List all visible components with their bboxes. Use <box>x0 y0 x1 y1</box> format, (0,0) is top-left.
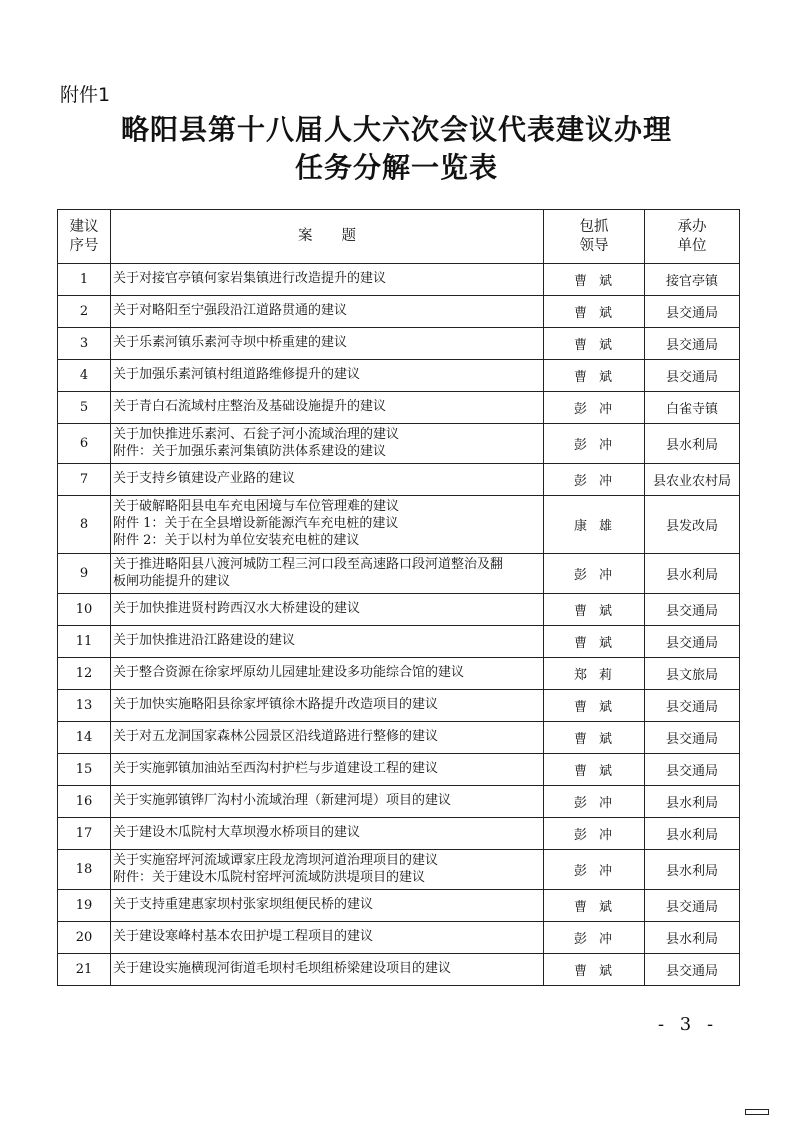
row-number: 10 <box>58 594 111 626</box>
row-unit: 县水利局 <box>645 850 740 890</box>
row-number: 12 <box>58 658 111 690</box>
row-subject <box>111 464 544 496</box>
row-leader: 曹斌 <box>544 328 645 360</box>
row-unit: 白雀寺镇 <box>645 392 740 424</box>
table-row <box>58 360 740 392</box>
row-unit: 县交通局 <box>645 626 740 658</box>
row-leader: 彭冲 <box>544 464 645 496</box>
row-leader: 彭冲 <box>544 554 645 594</box>
row-unit: 县交通局 <box>645 328 740 360</box>
row-unit: 县水利局 <box>645 554 740 594</box>
row-subject <box>111 890 544 922</box>
subject-line: 关于加快推进贤村跨西汉水大桥建设的建议 <box>113 601 361 617</box>
subject-line: 关于加快推进乐素河、石瓮子河小流域治理的建议 <box>113 426 400 442</box>
table-row <box>58 296 740 328</box>
row-leader: 彭冲 <box>544 850 645 890</box>
table-row <box>58 496 740 554</box>
table-row <box>58 890 740 922</box>
subject-line: 关于对略阳至宁强段沿江道路贯通的建议 <box>113 303 348 319</box>
row-leader: 曹斌 <box>544 890 645 922</box>
subject-line: 关于推进略阳县八渡河城防工程三河口段至高速路口段河道整治及翻 <box>113 556 504 572</box>
subject-line: 关于破解略阳县电车充电困境与车位管理难的建议 <box>113 499 400 515</box>
row-unit: 县交通局 <box>645 360 740 392</box>
header-serial-number: 建议 序号 <box>58 210 111 264</box>
row-number: 2 <box>58 296 111 328</box>
corner-mark <box>745 1109 769 1115</box>
subject-line: 关于对五龙洞国家森林公园景区沿线道路进行整修的建议 <box>113 729 439 745</box>
subject-line: 板闸功能提升的建议 <box>113 573 231 589</box>
subject-line: 关于实施郭镇铧厂沟村小流域治理（新建河堤）项目的建议 <box>113 793 452 809</box>
attachment-label: 附件1 <box>60 84 111 106</box>
subject-line: 关于对接官亭镇何家岩集镇进行改造提升的建议 <box>113 271 387 287</box>
table-row <box>58 690 740 722</box>
table-row <box>58 850 740 890</box>
row-subject <box>111 626 544 658</box>
row-subject <box>111 690 544 722</box>
table-row <box>58 754 740 786</box>
header-subject: 案 题 <box>111 210 544 264</box>
table-row <box>58 554 740 594</box>
row-leader: 曹斌 <box>544 722 645 754</box>
subject-line: 关于建设实施横现河街道毛坝村毛坝组桥梁建设项目的建议 <box>113 961 452 977</box>
row-number: 14 <box>58 722 111 754</box>
row-subject <box>111 954 544 986</box>
row-number: 15 <box>58 754 111 786</box>
row-number: 19 <box>58 890 111 922</box>
page-number: - 3 - <box>658 1014 719 1035</box>
row-leader: 郑莉 <box>544 658 645 690</box>
row-unit: 县交通局 <box>645 722 740 754</box>
subject-line: 关于加快实施略阳县徐家坪镇徐木路提升改造项目的建议 <box>113 697 439 713</box>
row-unit: 县交通局 <box>645 690 740 722</box>
row-leader: 曹斌 <box>544 594 645 626</box>
row-unit: 县农业农村局 <box>645 464 740 496</box>
row-subject <box>111 850 544 890</box>
header-unit: 承办 单位 <box>645 210 740 264</box>
row-leader: 曹斌 <box>544 690 645 722</box>
row-number: 13 <box>58 690 111 722</box>
row-unit: 县水利局 <box>645 786 740 818</box>
row-subject <box>111 296 544 328</box>
row-number: 17 <box>58 818 111 850</box>
row-leader: 彭冲 <box>544 786 645 818</box>
table-row <box>58 722 740 754</box>
row-subject <box>111 496 544 554</box>
row-unit: 县交通局 <box>645 890 740 922</box>
subject-line: 关于加强乐素河镇村组道路维修提升的建议 <box>113 367 361 383</box>
table-header-row <box>58 210 740 264</box>
row-leader: 康雄 <box>544 496 645 554</box>
row-subject <box>111 722 544 754</box>
row-number: 7 <box>58 464 111 496</box>
subject-line: 附件 2：关于以村为单位安装充电桩的建议 <box>113 532 360 548</box>
subject-line: 附件 1：关于在全县增设新能源汽车充电桩的建议 <box>113 516 399 532</box>
row-number: 9 <box>58 554 111 594</box>
row-leader: 曹斌 <box>544 360 645 392</box>
table-row <box>58 328 740 360</box>
row-number: 3 <box>58 328 111 360</box>
row-unit: 县交通局 <box>645 954 740 986</box>
row-subject <box>111 554 544 594</box>
row-leader: 曹斌 <box>544 954 645 986</box>
row-number: 4 <box>58 360 111 392</box>
table-row <box>58 424 740 464</box>
row-subject <box>111 392 544 424</box>
table-row <box>58 264 740 296</box>
subject-line: 关于整合资源在徐家坪原幼儿园建址建设多功能综合馆的建议 <box>113 665 465 681</box>
row-leader: 曹斌 <box>544 264 645 296</box>
row-unit: 县发改局 <box>645 496 740 554</box>
row-leader: 曹斌 <box>544 626 645 658</box>
task-table <box>57 209 740 986</box>
table-row <box>58 818 740 850</box>
row-unit: 县水利局 <box>645 922 740 954</box>
subject-line: 关于支持乡镇建设产业路的建议 <box>113 471 296 487</box>
row-subject <box>111 754 544 786</box>
row-unit: 县水利局 <box>645 818 740 850</box>
row-subject <box>111 922 544 954</box>
row-leader: 彭冲 <box>544 818 645 850</box>
row-number: 8 <box>58 496 111 554</box>
row-leader: 彭冲 <box>544 424 645 464</box>
subject-line: 关于实施郭镇加油站至西沟村护栏与步道建设工程的建议 <box>113 761 439 777</box>
row-number: 21 <box>58 954 111 986</box>
row-number: 6 <box>58 424 111 464</box>
table-row <box>58 392 740 424</box>
table-body <box>58 264 740 986</box>
row-subject <box>111 594 544 626</box>
subject-line: 关于加快推进沿江路建设的建议 <box>113 633 296 649</box>
row-leader: 彭冲 <box>544 392 645 424</box>
subject-line: 关于乐素河镇乐素河寺坝中桥重建的建议 <box>113 335 348 351</box>
row-unit: 县水利局 <box>645 424 740 464</box>
table-row <box>58 954 740 986</box>
row-subject <box>111 360 544 392</box>
row-subject <box>111 658 544 690</box>
table-row <box>58 658 740 690</box>
subject-line: 关于支持重建惠家坝村张家坝组便民桥的建议 <box>113 897 374 913</box>
table-row <box>58 464 740 496</box>
table-row <box>58 786 740 818</box>
row-number: 5 <box>58 392 111 424</box>
row-subject <box>111 264 544 296</box>
subject-line: 附件：关于建设木瓜院村窑坪河流域防洪堤项目的建议 <box>113 869 426 885</box>
row-number: 20 <box>58 922 111 954</box>
row-unit: 县文旅局 <box>645 658 740 690</box>
row-subject <box>111 818 544 850</box>
table-row <box>58 594 740 626</box>
row-unit: 县交通局 <box>645 296 740 328</box>
table-row <box>58 922 740 954</box>
subject-line: 关于建设木瓜院村大草坝漫水桥项目的建议 <box>113 825 361 841</box>
header-leader: 包抓 领导 <box>544 210 645 264</box>
subject-line: 关于实施窑坪河流域谭家庄段龙湾坝河道治理项目的建议 <box>113 852 439 868</box>
row-unit: 县交通局 <box>645 594 740 626</box>
row-number: 11 <box>58 626 111 658</box>
subject-line: 附件：关于加强乐素河集镇防洪体系建设的建议 <box>113 443 387 459</box>
document-title-line1: 略阳县第十八届人大六次会议代表建议办理 <box>120 113 672 146</box>
subject-line: 关于青白石流域村庄整治及基础设施提升的建议 <box>113 399 387 415</box>
row-leader: 曹斌 <box>544 296 645 328</box>
row-subject <box>111 424 544 464</box>
row-subject <box>111 328 544 360</box>
row-leader: 曹斌 <box>544 754 645 786</box>
row-subject <box>111 786 544 818</box>
row-leader: 彭冲 <box>544 922 645 954</box>
row-number: 18 <box>58 850 111 890</box>
subject-line: 关于建设寒峰村基本农田护堤工程项目的建议 <box>113 929 374 945</box>
row-unit: 接官亭镇 <box>645 264 740 296</box>
row-number: 16 <box>58 786 111 818</box>
document-title-line2: 任务分解一览表 <box>294 151 498 184</box>
row-unit: 县交通局 <box>645 754 740 786</box>
row-number: 1 <box>58 264 111 296</box>
table-row <box>58 626 740 658</box>
